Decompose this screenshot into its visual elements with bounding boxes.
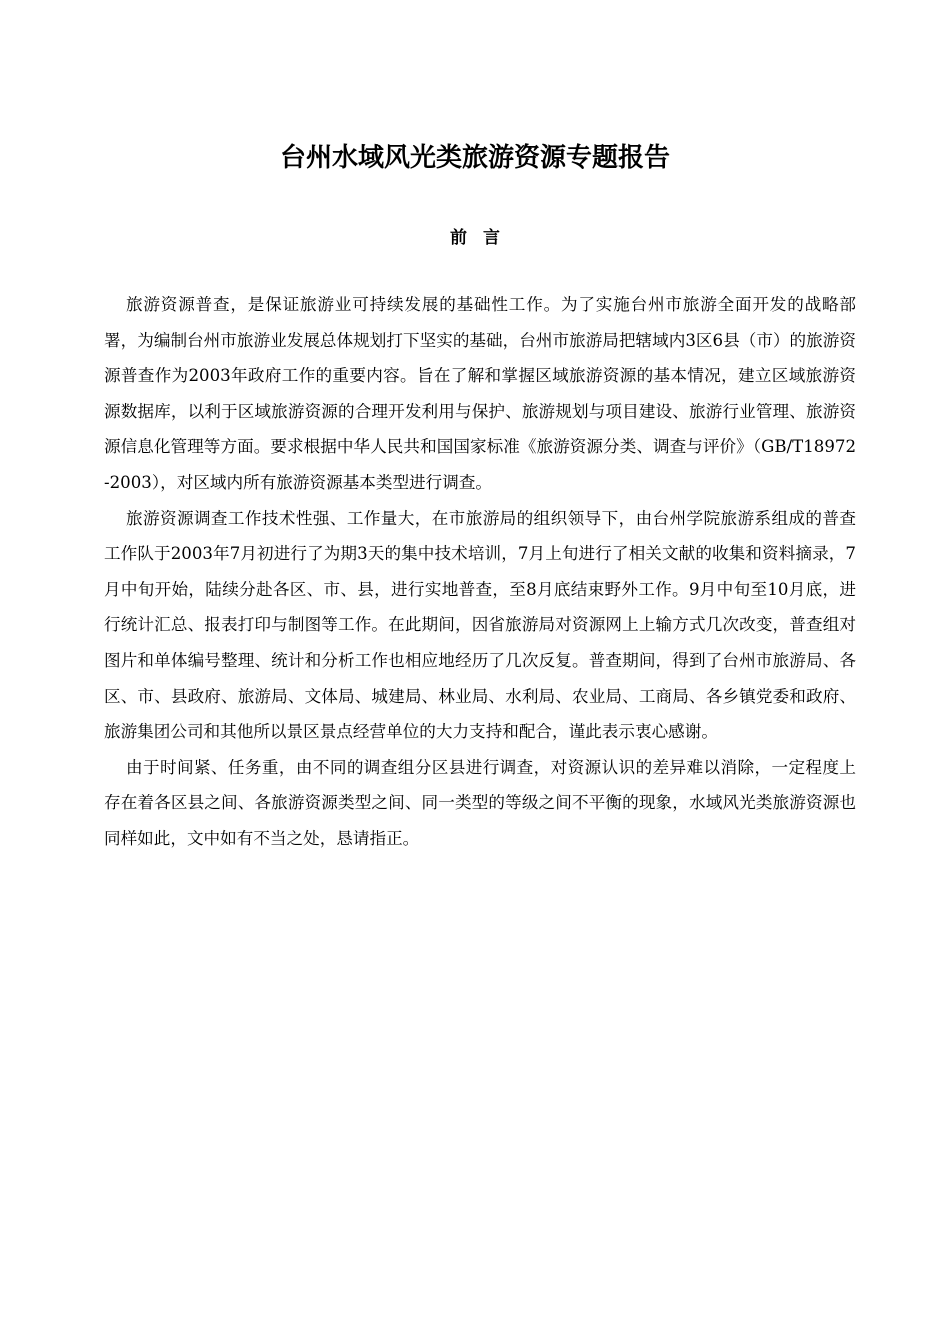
paragraph-2: 旅游资源调查工作技术性强、工作量大，在市旅游局的组织领导下，由台州学院旅游系组成的普查工作队于2003年7月初进行了为期3天的集中技术培训，7月上旬进行了相关文献的收集和资料摘录，7月中旬开始，陆续分赴各区、市、县，进行实地普查，至8月底结束野外工作。9月中旬至10月底，进行统计汇总、报表打印与制图等工作。在此期间，因省旅游局对资源网上上输方式几次改变，普查组对图片和单体编号整理、统计和分析工作也相应地经历了几次反复。普查期间，得到了台州市旅游局、各区、市、县政府、旅游局、文体局、城建局、林业局、水利局、农业局、工商局、各乡镇党委和政府、旅游集团公司和其他所以景区景点经营单位的大力支持和配合，谨此表示衷心感谢。 — [104, 508, 856, 742]
paragraph-1: 旅游资源普查，是保证旅游业可持续发展的基础性工作。为了实施台州市旅游全面开发的战略部署，为编制台州市旅游业发展总体规划打下坚实的基础，台州市旅游局把辖域内3区6县（市）的旅游资源普查作为2003年政府工作的重要内容。旨在了解和掌握区域旅游资源的基本情况，建立区域旅游资源数据库，以利于区域旅游资源的合理开发利用与保护、旅游规划与项目建设、旅游行业管理、旅游资源信息化管理等方面。要求根据中华人民共和国国家标准《旅游资源分类、调查与评价》（GB/T18972-2003），对区域内所有旅游资源基本类型进行调查。 — [104, 295, 856, 492]
section-heading-preface: 前言 — [450, 228, 516, 248]
document-title: 台州水域风光类旅游资源专题报告 — [279, 143, 670, 173]
document-body — [104, 287, 856, 857]
paragraph-3: 由于时间紧、任务重，由不同的调查组分区县进行调查，对资源认识的差异难以消除，一定程度上存在着各区县之间、各旅游资源类型之间、同一类型的等级之间不平衡的现象，水域风光类旅游资源也同样如此，文中如有不当之处，恳请指正。 — [104, 757, 856, 848]
